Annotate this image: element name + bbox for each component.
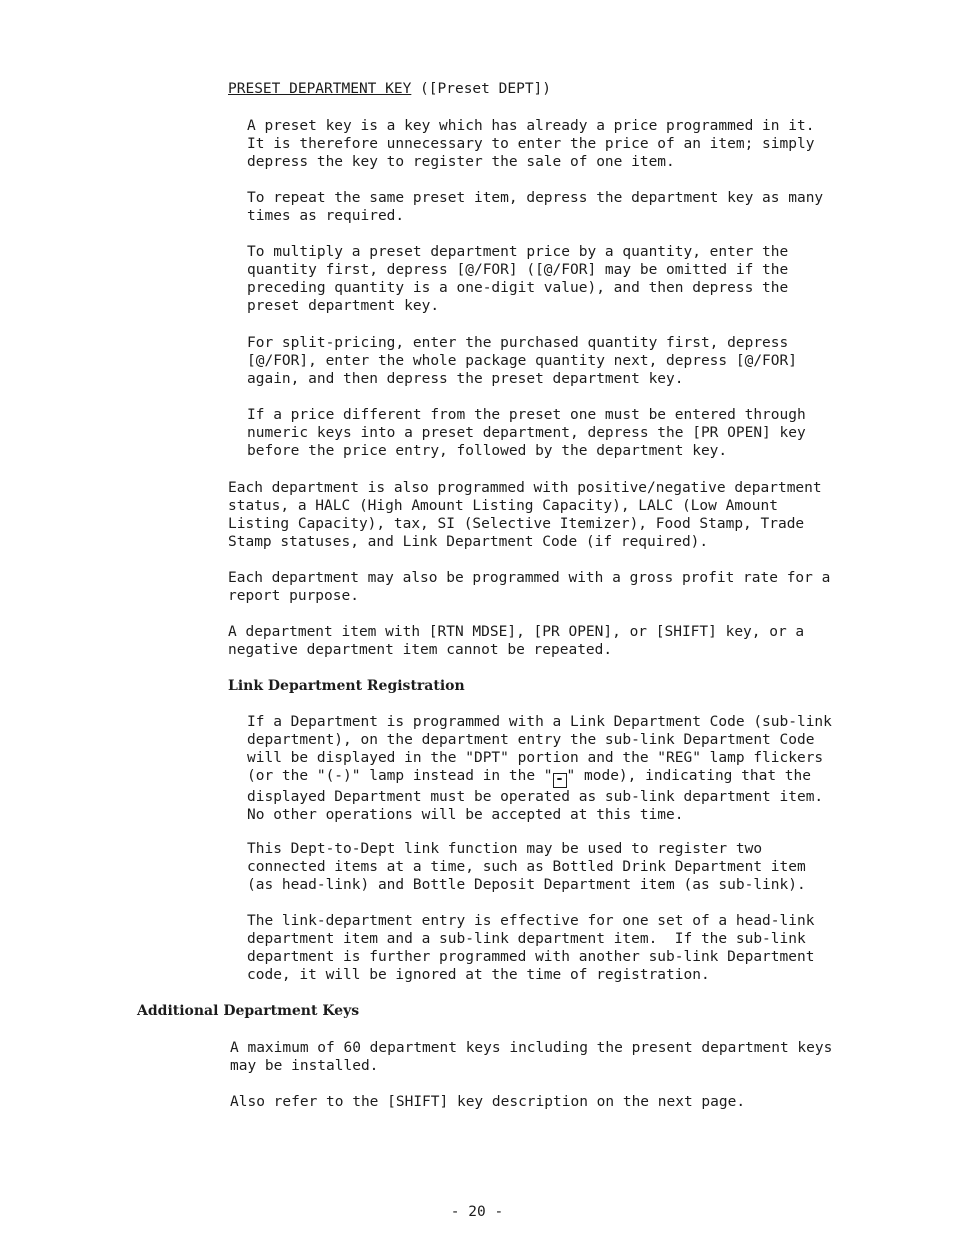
paragraph-preset-key-definition — [247, 117, 814, 171]
text-line: department), on the department entry the sub-link Department Code — [247, 732, 815, 748]
paragraph-dept-to-dept — [247, 840, 806, 894]
paragraph-multiply — [247, 243, 788, 315]
text-line: report purpose. — [228, 588, 359, 604]
text-line: status, a HALC (High Amount Listing Capacity), LALC (Low Amount — [228, 498, 778, 514]
text-line: times as required. — [247, 208, 405, 224]
text-line: Stamp statuses, and Link Department Code (if required). — [228, 534, 709, 550]
paragraph-not-repeatable — [228, 623, 804, 659]
text-line: preset department key. — [247, 298, 440, 314]
section-title — [228, 80, 551, 98]
text-line: negative department item cannot be repeated. — [228, 642, 613, 658]
page-number: - 20 - — [450, 1204, 504, 1220]
paragraph-max-keys — [230, 1039, 832, 1075]
text-line: A department item with [RTN MDSE], [PR OPEN], or [SHIFT] key, or a — [228, 624, 805, 640]
text-line: displayed Department must be operated as sub-link department item. — [247, 789, 824, 805]
paragraph-split-pricing — [247, 334, 797, 388]
text-line: To repeat the same preset item, depress the department key as many — [247, 190, 824, 206]
minus-mode-icon: - — [553, 773, 567, 788]
text-fragment: " mode), indicating that the — [566, 768, 811, 784]
text-line: department item and a sub-link department item. If the sub-link — [247, 931, 806, 947]
text-line: may be installed. — [230, 1058, 379, 1074]
paragraph-gross-profit — [228, 569, 830, 605]
text-line: A maximum of 60 department keys including the present department keys — [230, 1040, 833, 1056]
link-department-heading: Link Department Registration — [228, 678, 465, 694]
text-line: [@/FOR], enter the whole package quantity next, depress [@/FOR] — [247, 353, 797, 369]
text-line: Each department may also be programmed with a gross profit rate for a — [228, 570, 831, 586]
text-line: For split-pricing, enter the purchased quantity first, depress — [247, 335, 789, 351]
text-line: before the price entry, followed by the department key. — [247, 443, 728, 459]
text-line: No other operations will be accepted at this time. — [247, 807, 684, 823]
text-line: code, it will be ignored at the time of registration. — [247, 967, 710, 983]
paragraph-price-override — [247, 406, 806, 460]
text-line: preceding quantity is a one-digit value), and then depress the — [247, 280, 789, 296]
text-line: depress the key to register the sale of one item. — [247, 154, 675, 170]
text-line: again, and then depress the preset department key. — [247, 371, 684, 387]
text-line — [247, 767, 832, 788]
text-line: connected items at a time, such as Bottled Drink Department item — [247, 859, 806, 875]
text-line: will be displayed in the "DPT" portion and the "REG" lamp flickers — [247, 750, 824, 766]
text-line: If a Department is programmed with a Link Department Code (sub-link — [247, 714, 832, 730]
paragraph-shift-reference: Also refer to the [SHIFT] key description on the next page. — [230, 1094, 746, 1110]
text-line: It is therefore unnecessary to enter the price of an item; simply — [247, 136, 815, 152]
text-line: The link-department entry is effective for one set of a head-link — [247, 913, 815, 929]
text-line: Each department is also programmed with positive/negative department — [228, 480, 822, 496]
paragraph-department-status — [228, 479, 822, 551]
text-line: Listing Capacity), tax, SI (Selective Itemizer), Food Stamp, Trade — [228, 516, 805, 532]
text-line: numeric keys into a preset department, depress the [PR OPEN] key — [247, 425, 806, 441]
text-line: To multiply a preset department price by a quantity, enter the — [247, 244, 789, 260]
additional-keys-heading: Additional Department Keys — [137, 1003, 360, 1019]
text-fragment: (or the "(-)" lamp instead in the " — [247, 768, 553, 784]
text-line: If a price different from the preset one must be entered through — [247, 407, 806, 423]
text-line: department is further programmed with another sub-link Department — [247, 949, 815, 965]
text-line: quantity first, depress [@/FOR] ([@/FOR] may be omitted if the — [247, 262, 789, 278]
paragraph-link-entry-effective — [247, 912, 814, 984]
text-line: (as head-link) and Bottle Deposit Department item (as sub-link). — [247, 877, 806, 893]
paragraph-repeat-item — [247, 189, 823, 225]
section-title-underlined: PRESET DEPARTMENT KEY — [228, 81, 412, 97]
paragraph-link-department-code — [247, 713, 832, 824]
section-title-rest: ([Preset DEPT]) — [411, 81, 552, 97]
text-line: A preset key is a key which has already a price programmed in it. — [247, 118, 815, 134]
text-line: This Dept-to-Dept link function may be used to register two — [247, 841, 763, 857]
